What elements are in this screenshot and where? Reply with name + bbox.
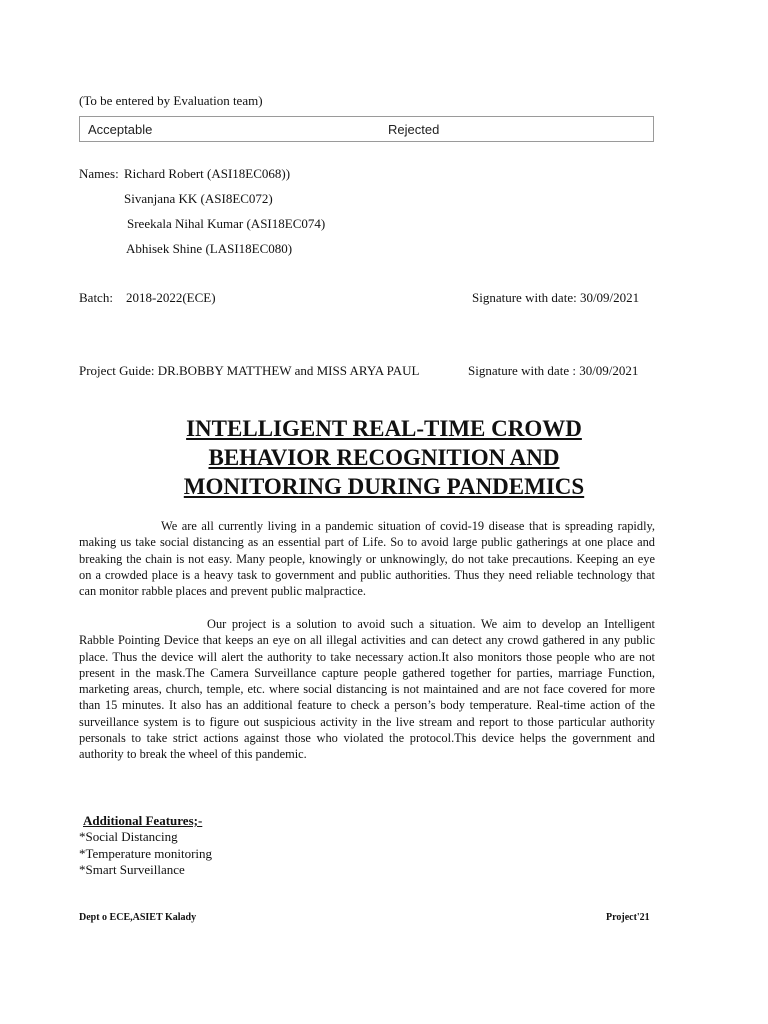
paragraph-intro: We are all currently living in a pandemic situation of covid-19 disease that is spreading rapidly, making us take social distancing as an essential part of Life. So to avoid large public gatherings at one place and breaking the chain is not easy. Many people, knowingly or unknowingly, do not take precautions. Keeping an eye on a crowded place is a heavy task to government and public authorities. Thus they need reliable technology that can monitor rabble places and prevent public malpractice. — [79, 519, 655, 599]
team-member: Richard Robert (ASI18EC068)) — [124, 166, 291, 181]
names-label: Names: — [79, 166, 119, 181]
batch-value: 2018-2022(ECE) — [126, 290, 216, 305]
footer-project: Project'21 — [606, 912, 650, 923]
title-line: MONITORING DURING PANDEMICS — [183, 474, 585, 499]
evaluation-box — [79, 116, 654, 142]
batch-signature: Signature with date: 30/09/2021 — [472, 290, 640, 305]
features-heading: Additional Features;- — [83, 813, 203, 828]
team-member: Sivanjana KK (ASI8EC072) — [124, 191, 273, 206]
features-list — [79, 829, 212, 879]
feature-item: *Smart Surveillance — [79, 862, 185, 877]
batch-label: Batch: — [79, 290, 113, 305]
title-line: BEHAVIOR RECOGNITION AND — [208, 445, 560, 470]
footer-department: Dept o ECE,ASIET Kalady — [79, 912, 197, 923]
project-guide: Project Guide: DR.BOBBY MATTHEW and MISS ARYA PAUL — [79, 363, 420, 378]
rejected-option[interactable]: Rejected — [388, 122, 440, 137]
acceptable-option[interactable]: Acceptable — [88, 122, 153, 137]
feature-item: *Social Distancing — [79, 829, 178, 844]
paragraph-solution: Our project is a solution to avoid such a situation. We aim to develop an Intelligent Rabble Pointing Device that keeps an eye on all illegal activities and can detect any crowd gathered in any public place. Thus the device will alert the authority to take necessary action.It also monitors those people who are not present in the mask.The Camera Surveillance capture people gathered together for parties, marriage Function, marketing areas, church, temple, etc. where social distancing is not maintained and are not face covered for more than 15 minutes. It also has an additional feature to check a person’s body temperature. Real-time action of the surveillance system is to figure out suspicious activity in the live stream and report to those particular authority personals to take strict actions against those who violated the protocol.This device helps the government and authority to break the wheel of this pandemic. — [79, 617, 655, 762]
project-title — [100, 414, 668, 501]
team-member: Abhisek Shine (LASI18EC080) — [126, 241, 293, 256]
feature-item: *Temperature monitoring — [79, 845, 213, 861]
evaluation-note: (To be entered by Evaluation team) — [79, 93, 263, 108]
title-line: INTELLIGENT REAL-TIME CROWD — [186, 416, 582, 441]
team-member: Sreekala Nihal Kumar (ASI18EC074) — [127, 216, 326, 231]
guide-signature: Signature with date : 30/09/2021 — [468, 363, 639, 378]
